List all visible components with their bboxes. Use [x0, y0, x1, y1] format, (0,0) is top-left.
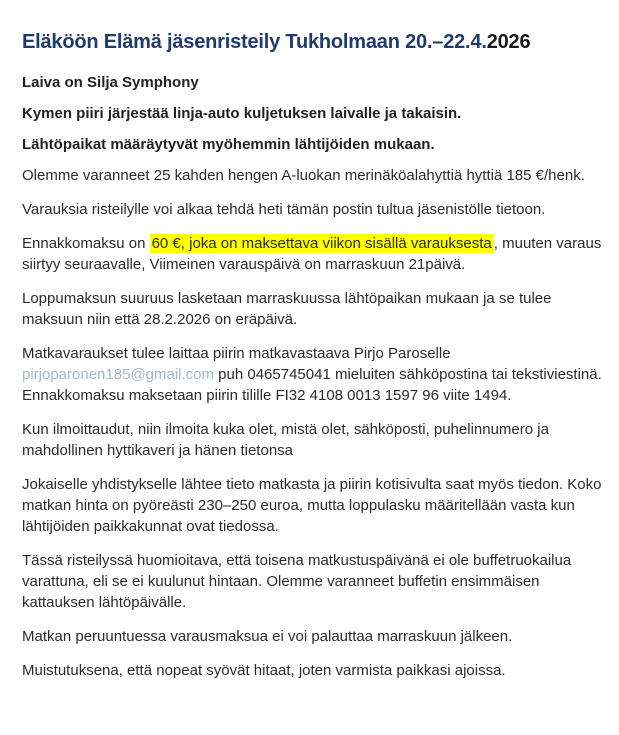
- departure-places-info: Lähtöpaikat määräytyvät myöhemmin lähtijöiden mukaan.: [22, 136, 435, 153]
- highlighted-payment-terms: 60 €, joka on maksettava viikon sisällä varauksesta: [151, 235, 492, 252]
- booking-open-info: Varauksia risteilylle voi alkaa tehdä heti tämän postin tultua jäsenistölle tietoon.: [22, 201, 546, 218]
- page-title-text: Eläköön Elämä jäsenristeily Tukholmaan 20.–22.4.: [22, 31, 487, 53]
- advance-payment-info: [22, 233, 602, 275]
- email-link[interactable]: pirjoparonen185@gmail.com: [22, 366, 214, 383]
- bus-transport-info: Kymen piiri järjestää linja-auto kuljetuksen laivalle ja takaisin.: [22, 105, 462, 122]
- cabin-reservation-info: Olemme varanneet 25 kahden hengen A-luokan merinäköalahyttiä hyttiä 185 €/henk.: [22, 167, 585, 184]
- cancellation-policy: Matkan peruuntuessa varausmaksua ei voi palauttaa marraskuun jälkeen.: [22, 628, 513, 645]
- advance-payment-pre: Ennakkomaksu on: [22, 235, 150, 252]
- reservation-contact-info: [22, 343, 602, 406]
- registration-instructions: Kun ilmoittaudut, niin ilmoita kuka olet, mistä olet, sähköposti, puhelinnumero ja mahdollinen hyttikaveri ja hänen tietonsa: [22, 421, 549, 459]
- reminder-note: Muistutuksena, että nopeat syövät hitaat, joten varmista paikkasi ajoissa.: [22, 662, 506, 679]
- final-payment-info: Loppumaksun suuruus lasketaan marraskuussa lähtöpaikan mukaan ja se tulee maksuun niin että 28.2.2026 on eräpäivä.: [22, 290, 552, 328]
- reservation-contact-pre: Matkavaraukset tulee laittaa piirin matkavastaava Pirjo Paroselle: [22, 345, 451, 362]
- reservation-contact-post: puh 0465745041 mieluiten sähköpostina tai tekstiviestinä. Ennakkomaksu maksetaan piirin tilille FI32 4108 0013 1597 96 viite 1494.: [22, 366, 602, 404]
- page-title: [22, 29, 602, 55]
- page-title-year: 2026: [486, 31, 531, 53]
- buffet-note: Tässä risteilyssä huomioitava, että toisena matkustuspäivänä ei ole buffetruokailua varattuna, eli se ei kuulunut hintaan. Olemme varanneet buffetin ensimmäisen kattauksen lähtöpäivälle.: [22, 552, 572, 611]
- advance-payment-post: , muuten varaus siirtyy seuraavalle, Viimeinen varauspäivä on marraskuun 21päivä.: [22, 235, 602, 273]
- ship-info: Laiva on Silja Symphony: [22, 74, 199, 91]
- association-price-info: Jokaiselle yhdistykselle lähtee tieto matkasta ja piirin kotisivulta saat myös tiedon. Koko matkan hinta on pyöreästi 230–250 euroa, mutta loppulasku määritellään vasta kun lähtijöiden paikkakunnat ovat tiedossa.: [22, 476, 602, 535]
